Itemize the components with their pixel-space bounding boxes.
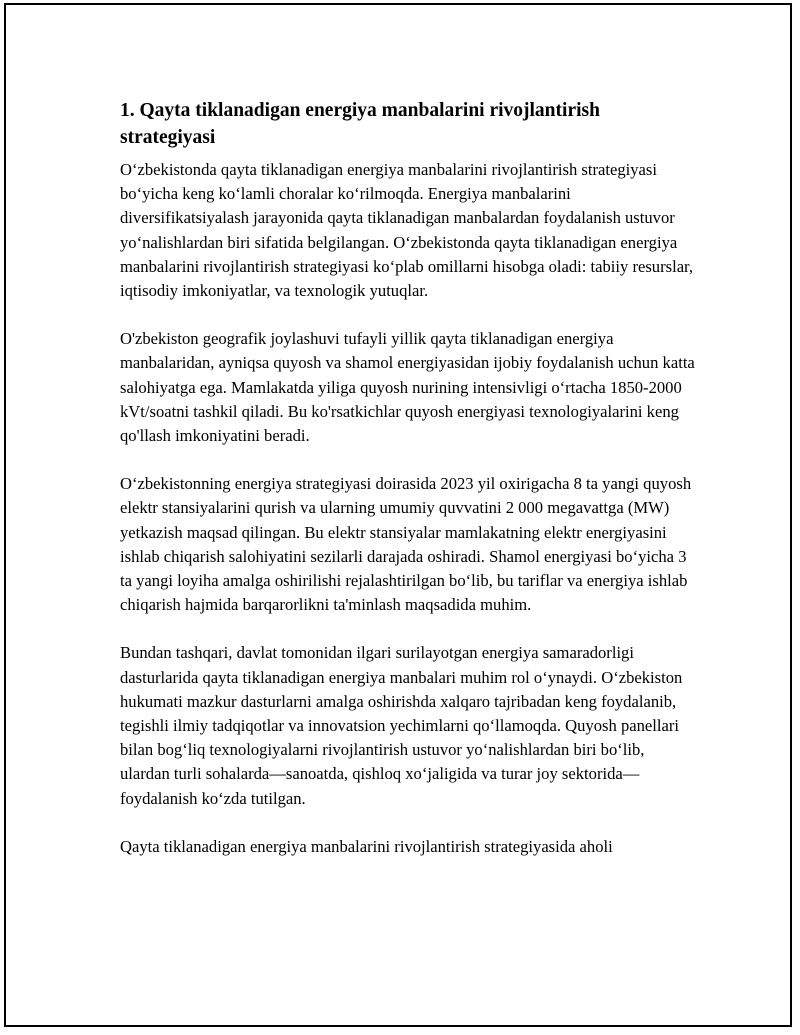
- paragraph-4: Bundan tashqari, davlat tomonidan ilgari surilayotgan energiya samaradorligi dasturlarida qayta tiklanadigan energiya manbalari muhim rol o‘ynaydi. O‘zbekiston hukumati mazkur dasturlarni amalga oshirishda xalqaro tajribadan keng foydalanib, tegishli ilmiy tadqiqotlar va innovatsion yechimlarni qo‘llamoqda. Quyosh panellari bilan bog‘liq texnologiyalarni rivojlantirish ustuvor yo‘nalishlardan biri bo‘lib, ulardan turli sohalarda—sanoatda, qishloq xo‘jaligida va turar joy sektorida—foydalanish ko‘zda tutilgan.: [120, 643, 683, 808]
- document-body: [120, 97, 695, 883]
- paragraph-3: O‘zbekistonning energiya strategiyasi doirasida 2023 yil oxirigacha 8 ta yangi quyosh elektr stansiyalarini qurish va ularning umumiy quvvatini 2 000 megavattga (MW) yetkazish maqsad qilingan. Bu elektr stansiyalar mamlakatning elektr energiyasini ishlab chiqarish salohiyatini sezilarli darajada oshiradi. Shamol energiyasi bo‘yicha 3 ta yangi loyiha amalga oshirilishi rejalashtirilgan bo‘lib, bu tariflar va energiya ishlab chiqarish hajmida barqarorlikni ta'minlash maqsadida muhim.: [120, 474, 692, 615]
- paragraph-5: Qayta tiklanadigan energiya manbalarini rivojlantirish strategiyasida aholi: [120, 836, 613, 856]
- section-heading: 1. Qayta tiklanadigan energiya manbalarini rivojlantirish strategiyasi: [120, 100, 600, 148]
- paragraph-1: O‘zbekistonda qayta tiklanadigan energiya manbalarini rivojlantirish strategiyasi bo‘yicha keng ko‘lamli choralar ko‘rilmoqda. Energiya manbalarini diversifikatsiyalash jarayonida qayta tiklanadigan manbalardan foydalanish ustuvor yo‘nalishlardan biri sifatida belgilangan. O‘zbekistonda qayta tiklanadigan energiya manbalarini rivojlantirish strategiyasi ko‘plab omillarni hisobga oladi: tabiiy resurslar, iqtisodiy imkoniyatlar, va texnologik yutuqlar.: [120, 160, 694, 301]
- paragraph-2: O'zbekiston geografik joylashuvi tufayli yillik qayta tiklanadigan energiya manbalaridan, ayniqsa quyosh va shamol energiyasidan ijobiy foydalanish uchun katta salohiyatga ega. Mamlakatda yiliga quyosh nurining intensivligi o‘rtacha 1850-2000 kVt/soatni tashkil qiladi. Bu ko'rsatkichlar quyosh energiyasi texnologiyalarini keng qo'llash imkoniyatini beradi.: [120, 329, 695, 446]
- document-page: [4, 3, 792, 1027]
